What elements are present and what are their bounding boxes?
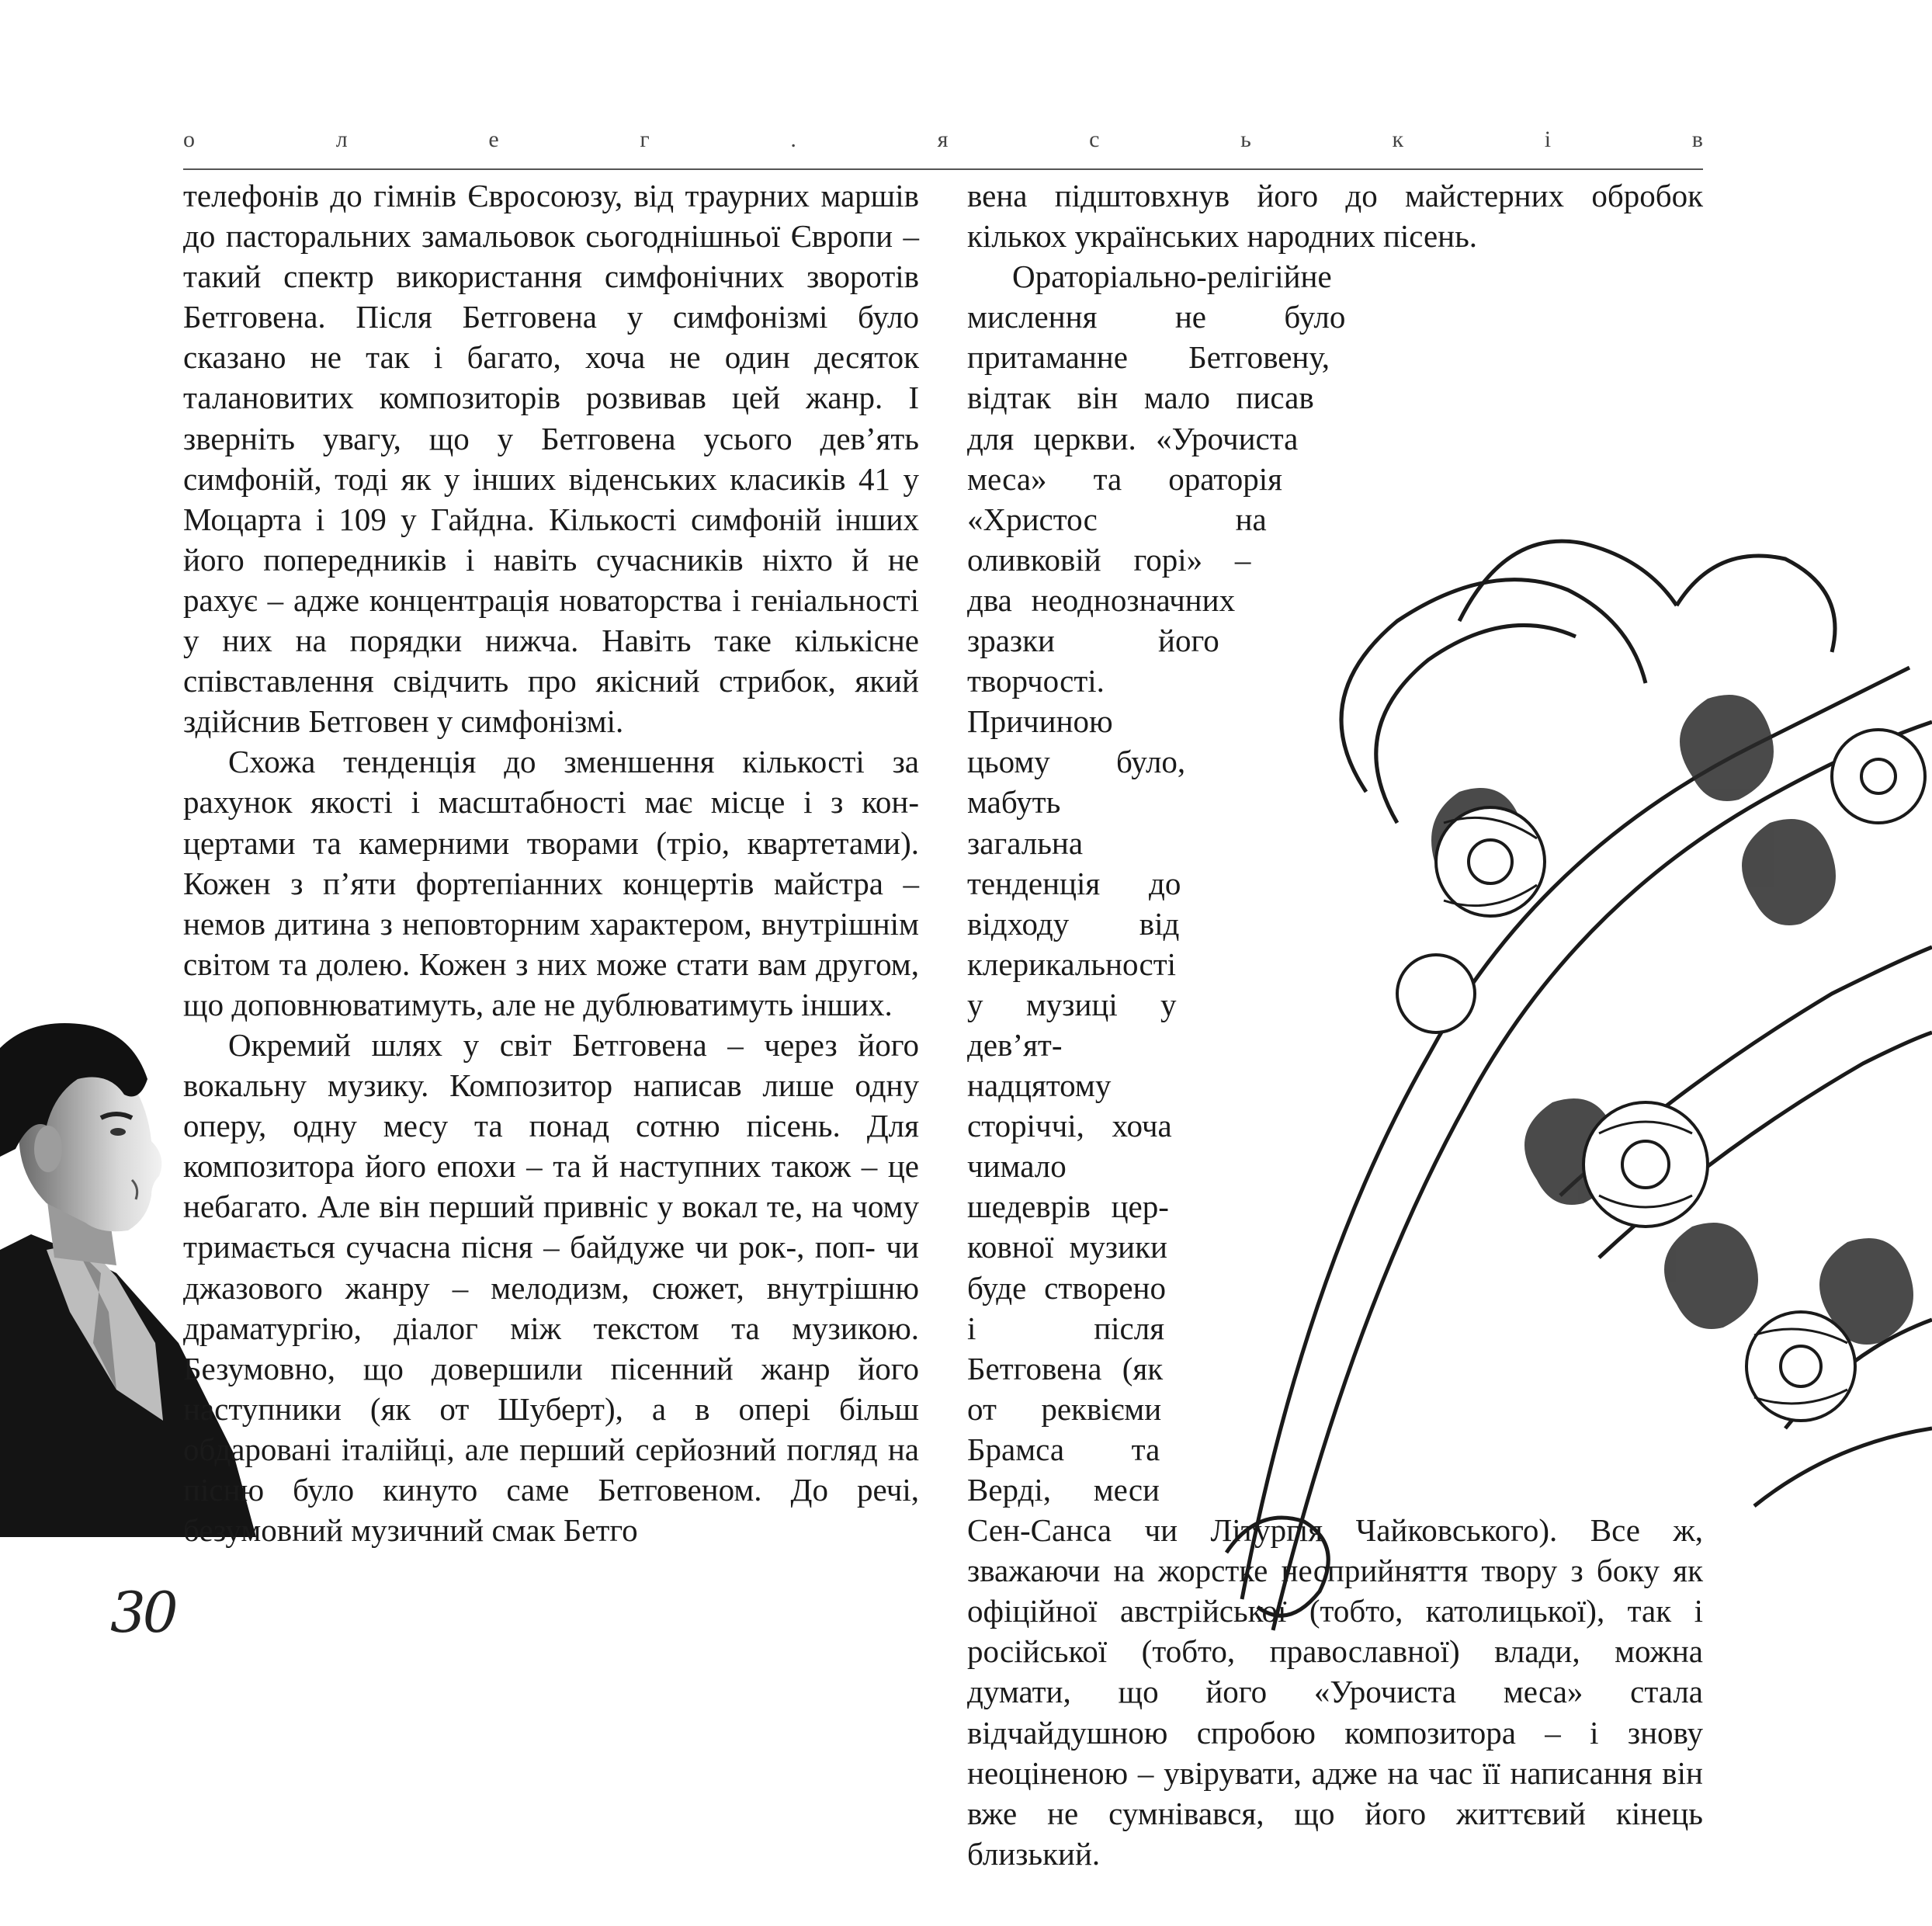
- right-text-column: [967, 175, 1703, 1874]
- running-head-letter: о: [183, 127, 195, 152]
- paragraph: Схожа тенденція до зменшення кількості за рахунок якості і масштабності має місце і з концертами та камерними творами (тріо, квартетами). Кожен з п’яти фортепіанних концертів майстра – немов дитина з неповторним характером, внутрішнім світом та долею. Кожен з них може стати вам другом, що доповнюватимуть, але не дублюватимуть інших.: [183, 744, 919, 1022]
- header-rule: [183, 168, 1703, 170]
- paragraph: Окремий шлях у світ Бетговена – через його вокальну музику. Композитор написав лише одну оперу, одну месу та понад сотню пісень. Для композитора його епохи – та й наступних також – це небагато. Але він перший привніс у вокал те, на чому тримається сучасна пісня – байдуже чи рок-, поп- чи джазового жанру – мелодизм, сюжет, внутрішню драматургію, діалог між текстом та музикою. Безумовно, що довершили пісенний жанр його наступники (як от Шуберт), а в опері більш обдаровані італійці, але перший серйозний погляд на пісню було кинуто саме Бетговеном. До речі, безумовний музичний смак Бетго: [183, 1026, 919, 1549]
- running-head-letter: .: [790, 127, 796, 152]
- page-number: 30: [110, 1580, 175, 1645]
- running-head: [183, 124, 1703, 155]
- paragraph: вена підштовхнув його до майстерних обробок кількох українських народних пісень.: [967, 178, 1703, 255]
- running-head-letter: с: [1089, 127, 1100, 152]
- running-head-letter: і: [1544, 127, 1552, 152]
- running-head-letter: г: [640, 127, 650, 152]
- running-head-letter: ь: [1240, 127, 1251, 152]
- left-text-column: [183, 175, 919, 1550]
- running-head-letter: я: [937, 127, 949, 152]
- running-head-letter: л: [335, 127, 348, 152]
- running-head-letter: к: [1392, 127, 1404, 152]
- running-head-letter: е: [488, 127, 499, 152]
- paragraph: телефонів до гімнів Євросоюзу, від траурних маршів до пасторальних замальовок сьогоднішньої Європи – такий спектр використання симфонічних зворотів Бетговена. Після Бетговена у симфонізмі було сказано не так і багато, хоча не один десяток талановитих композиторів розвивав цей жанр. І зверніть увагу, що у Бетговена усього дев’ять симфоній, тоді як у інших віденських класиків 41 у Моцарта і 109 у Гайдна. Кількості симфоній інших його попередників і навіть сучасників ніхто й не рахує – адже концентрація новаторства і геніальності у них на порядки нижча. Навіть таке кількісне співставлення свідчить про якісний стрибок, який здійснив Бетговен у симфонізмі.: [183, 178, 919, 740]
- paragraph: Ораторіально-релігійне мислення не було притаманне Бетговену, відтак він мало писав для церкви. «Урочиста меса» та ораторія «Христос на оливковій горі» – два неоднозначних зразки його творчості. Причиною цьому було, мабуть загальна тенденція до відходу від клерикальності у музиці у дев’ятнадцятому сторіччі, хоча чимало шедеврів церковної музики буде створено і після Бетговена (як от реквієми Брамса та Верді, меси Сен-Санса чи Літургія Чайковського). Все ж, зважаючи на жорстке несприйняття твору з боку як офіційної австрійської (тобто, католицької), так і російської (тобто, православної) влади, можна думати, що його «Урочиста меса» стала відчайдушною спробою композитора – і знову неоціненою – увірувати, адже на час її написання він вже не сумнівався, що його життєвий кінець близький.: [967, 259, 1703, 1872]
- running-head-letter: в: [1691, 127, 1703, 152]
